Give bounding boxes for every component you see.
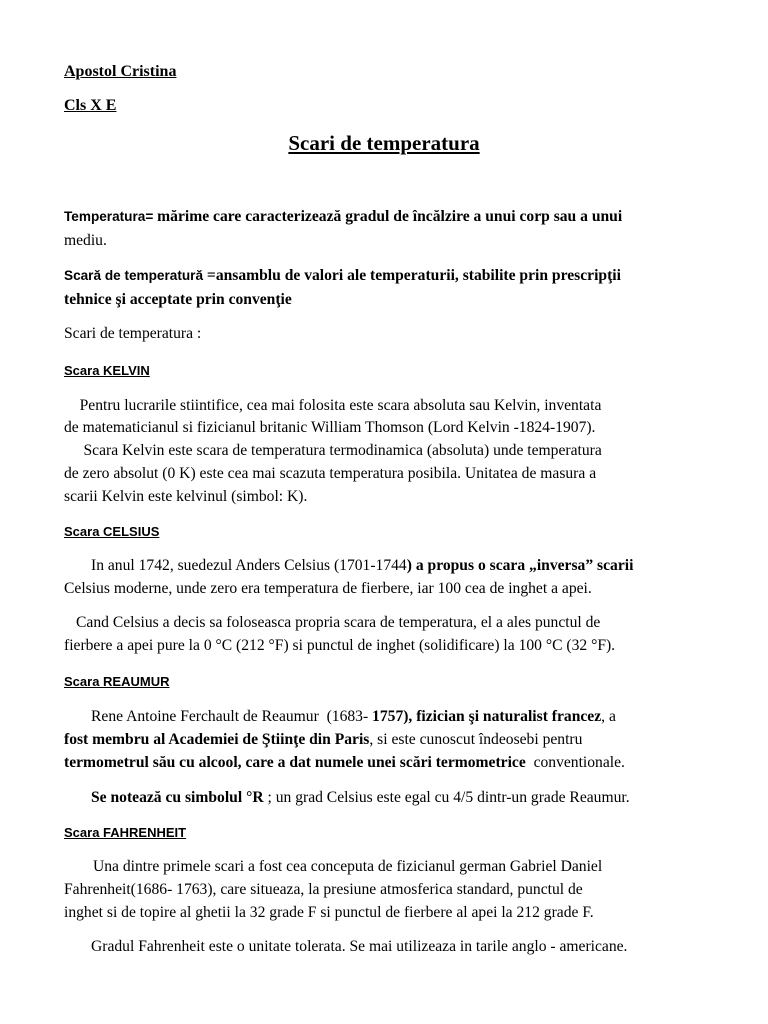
reaumur-heading: Scara REAUMUR (64, 674, 170, 689)
intro-text: Scari de temperatura : (64, 325, 202, 342)
scale-definition-text: =ansamblu de valori ale temperaturii, stabilite prin prescripţii (203, 267, 621, 284)
kelvin-line-4: de zero absolut (0 K) este cea mai scazuta temperatura posibila. Unitatea de masura a (64, 465, 597, 482)
reaumur-line-3 (64, 753, 625, 773)
reaumur-l3-a: termometrul său cu alcool, care a dat numele unei scări termometrice (64, 754, 526, 771)
kelvin-line-5: scarii Kelvin este kelvinul (simbol: K). (64, 488, 308, 505)
kelvin-heading: Scara KELVIN (64, 363, 150, 378)
reaumur-l1-a: Rene Antoine Ferchault de Reaumur (1683- (91, 708, 373, 725)
celsius-p1-line-2: Celsius moderne, unde zero era temperatura de fierbere, iar 100 cea de inghet a apei. (64, 580, 592, 597)
reaumur-l4-a: Se notează cu simbolul °R (91, 789, 264, 806)
kelvin-line-3: Scara Kelvin este scara de temperatura termodinamica (absoluta) unde temperatura (64, 442, 602, 459)
reaumur-line-1 (91, 707, 616, 727)
fahrenheit-last-line: Gradul Fahrenheit este o unitate tolerata. Se mai utilizeaza in tarile anglo - americane. (91, 938, 628, 955)
reaumur-line-2 (64, 730, 582, 750)
reaumur-l2-b: , si este cunoscut îndeosebi pentru (369, 731, 583, 748)
reaumur-line-4 (91, 788, 630, 808)
temperature-definition (64, 207, 622, 227)
scale-definition-cont: tehnice şi acceptate prin convenţie (64, 291, 292, 308)
celsius-p2-line-2: fierbere a apei pure la 0 °C (212 °F) si punctul de inghet (solidificare) la 100 °C (32 °F). (64, 637, 616, 654)
kelvin-line-1: Pentru lucrarile stiintifice, cea mai folosita este scara absoluta sau Kelvin, inventata (64, 397, 602, 414)
temperature-term: Temperatura= (64, 209, 154, 224)
fahrenheit-line-1: Una dintre primele scari a fost cea conceputa de fizicianul german Gabriel Daniel (93, 858, 603, 875)
temperature-definition-cont: mediu. (64, 232, 107, 249)
temperature-definition-text: mărime care caracterizează gradul de încălzire a unui corp sau a unui (153, 208, 623, 225)
page-title: Scari de temperatura (288, 131, 480, 155)
reaumur-l4-b: ; un grad Celsius este egal cu 4/5 dintr-un grade Reaumur. (263, 789, 630, 806)
fahrenheit-line-2: Fahrenheit(1686- 1763), care situeaza, la presiune atmosferica standard, punctul de (64, 881, 583, 898)
celsius-paragraph-1 (91, 556, 633, 576)
reaumur-l3-b: conventionale. (525, 754, 625, 771)
celsius-p2-line-1: Cand Celsius a decis sa foloseasca propria scara de temperatura, el a ales punctul de (76, 614, 601, 631)
celsius-p1-text-a: In anul 1742, suedezul Anders Celsius (1701-1744 (91, 557, 407, 574)
reaumur-l1-c: , a (601, 708, 616, 725)
class-label: Cls X E (64, 97, 117, 114)
author-name: Apostol Cristina (64, 63, 177, 80)
kelvin-line-2: de matematicianul si fizicianul britanic William Thomson (Lord Kelvin -1824-1907). (64, 419, 596, 436)
reaumur-l2-a: fost membru al Academiei de Ştiinţe din Paris (64, 731, 370, 748)
scale-definition (64, 266, 621, 286)
celsius-heading: Scara CELSIUS (64, 524, 160, 539)
scale-term: Scară de temperatură (64, 268, 204, 283)
celsius-p1-text-b: ) a propus o scara „inversa” scarii (406, 557, 634, 574)
fahrenheit-line-3: inghet si de topire al ghetii la 32 grade F si punctul de fierbere al apei la 212 grade F. (64, 904, 594, 921)
fahrenheit-heading: Scara FAHRENHEIT (64, 825, 187, 840)
reaumur-l1-b: 1757), fizician şi naturalist francez (372, 708, 602, 725)
